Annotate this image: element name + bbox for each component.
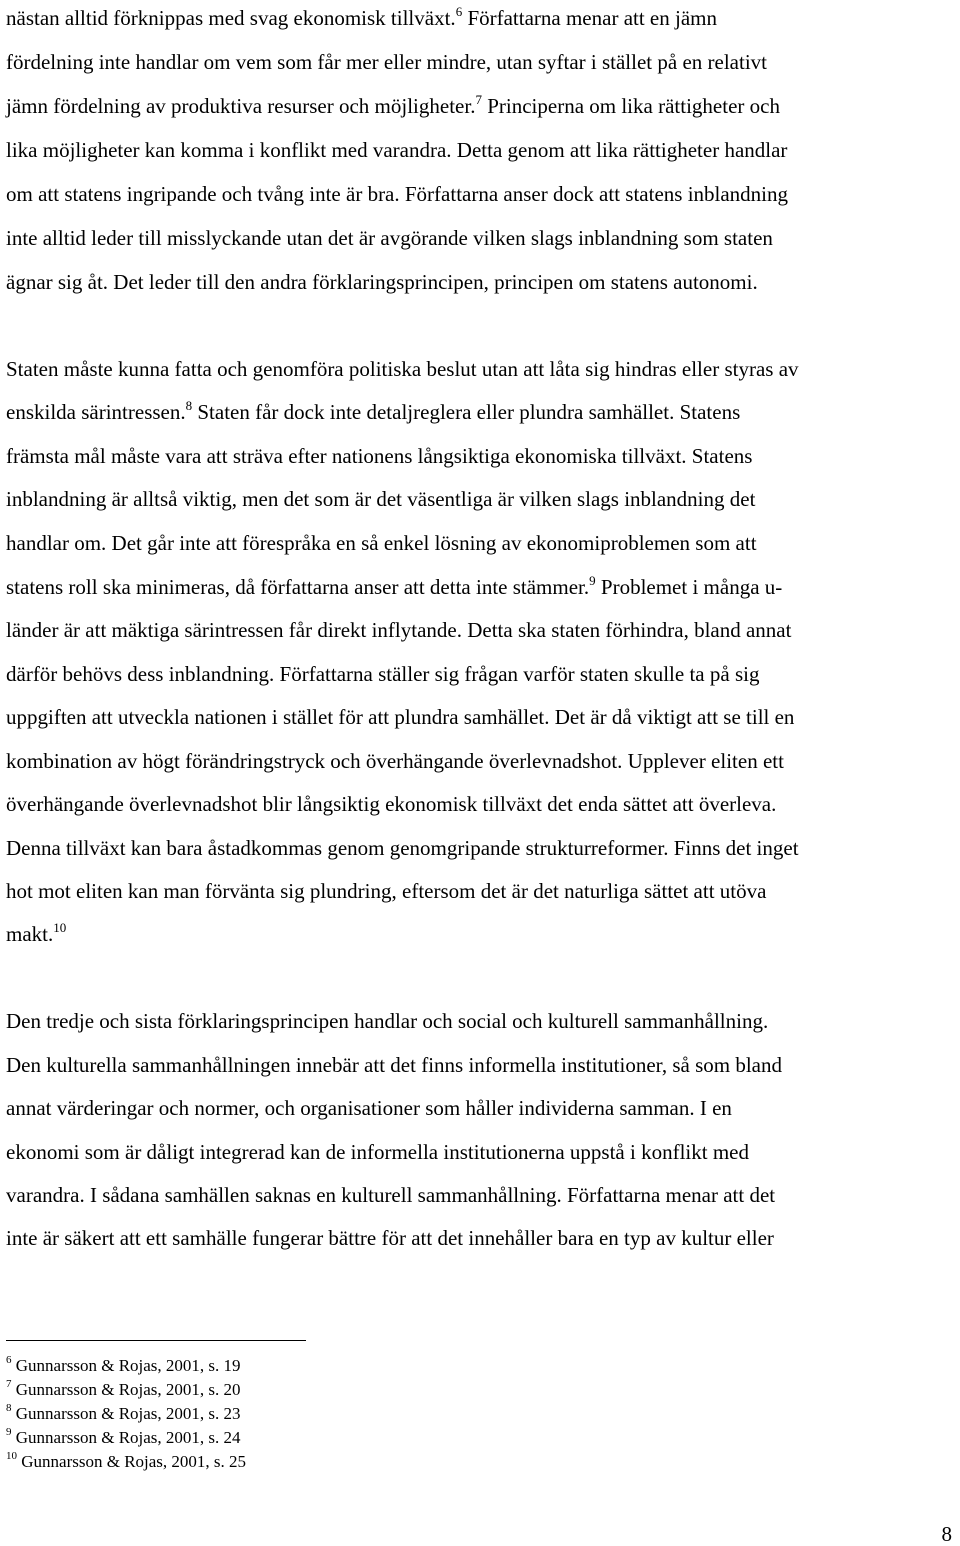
text-line: handlar om. Det går inte att förespråka en så enkel lösning av ekonomiproblemen som att: [6, 531, 757, 555]
footnote: $^6$ Gunnarsson & Rojas, 2001, s. 19: [6, 1353, 241, 1375]
text-line: enskilda särintressen.$^8$ Staten får dock inte detaljreglera eller plundra samhället. Statens: [6, 397, 741, 424]
text-line: främsta mål måste vara att sträva efter nationens långsiktiga ekonomiska tillväxt. Statens: [6, 444, 753, 468]
text-line: Staten måste kunna fatta och genomföra politiska beslut utan att låta sig hindras eller styras av: [6, 357, 799, 381]
text-line: hot mot eliten kan man förvänta sig plundring, eftersom det är det naturliga sättet att utöva: [6, 879, 767, 903]
footnote-separator: [6, 1340, 306, 1341]
text-line: om att statens ingripande och tvång inte är bra. Författarna anser dock att statens inblandning: [6, 182, 789, 206]
text-line: ägnar sig åt. Det leder till den andra förklaringsprincipen, principen om statens autonomi.: [6, 270, 758, 294]
footnote-ref[interactable]: 9: [589, 572, 596, 588]
text-line: varandra. I sådana samhällen saknas en kulturell sammanhållning. Författarna menar att det: [6, 1183, 776, 1207]
text-line: ekonomi som är dåligt integrerad kan de informella institutionerna uppstå i konflikt med: [6, 1140, 749, 1164]
text-line: överhängande överlevnadshot blir långsiktig ekonomisk tillväxt det enda sättet att överleva.: [6, 792, 777, 816]
text-line: statens roll ska minimeras, då författarna anser att detta inte stämmer.$^9$ Problemet i många u-: [6, 572, 783, 599]
text-line: därför behövs dess inblandning. Författarna ställer sig frågan varför staten skulle ta på sig: [6, 662, 760, 686]
text-line: inblandning är alltså viktig, men det som är det väsentliga är vilken slags inblandning det: [6, 487, 756, 511]
text-line: Denna tillväxt kan bara åstadkommas genom genomgripande strukturreformer. Finns det inget: [6, 836, 799, 860]
text-line: länder är att mäktiga särintressen får direkt inflytande. Detta ska staten förhindra, bland annat: [6, 618, 792, 642]
footnote-ref[interactable]: 6: [455, 3, 463, 19]
text-line: Den tredje och sista förklaringsprincipen handlar och social och kulturell sammanhållning.: [6, 1009, 769, 1033]
footnote: $^8$ Gunnarsson & Rojas, 2001, s. 23: [6, 1401, 241, 1423]
footnote: $^9$ Gunnarsson & Rojas, 2001, s. 24: [6, 1425, 241, 1447]
text-line: jämn fördelning av produktiva resurser och möjligheter.$^7$ Principerna om lika rättigheter och: [6, 91, 780, 118]
footnote-ref[interactable]: 10: [53, 919, 67, 935]
text-line: annat värderingar och normer, och organisationer som håller individerna samman. I en: [6, 1096, 732, 1120]
text-line: fördelning inte handlar om vem som får mer eller mindre, utan syftar i stället på en relativt: [6, 50, 767, 74]
text-line: Den kulturella sammanhållningen innebär att det finns informella institutioner, så som bland: [6, 1053, 782, 1077]
footnote: $^{10}$ Gunnarsson & Rojas, 2001, s. 25: [6, 1449, 247, 1471]
text-line: nästan alltid förknippas med svag ekonomisk tillväxt.$^6$ Författarna menar att en jämn: [6, 3, 717, 30]
text-line: inte är säkert att ett samhälle fungerar bättre för att det innehåller bara en typ av kultur eller: [6, 1226, 774, 1250]
text-line: lika möjligheter kan komma i konflikt med varandra. Detta genom att lika rättigheter handlar: [6, 138, 788, 162]
page-number: 8: [941, 1522, 952, 1546]
footnote-ref[interactable]: 7: [475, 91, 482, 107]
footnote: $^7$ Gunnarsson & Rojas, 2001, s. 20: [6, 1377, 241, 1399]
text-line: uppgiften att utveckla nationen i stället för att plundra samhället. Det är då viktigt att se till en: [6, 705, 795, 729]
text-line: kombination av högt förändringstryck och överhängande överlevnadshot. Upplever eliten ett: [6, 749, 784, 773]
text-line: makt.$^{10}$: [6, 919, 67, 946]
text-line: inte alltid leder till misslyckande utan det är avgörande vilken slags inblandning som staten: [6, 226, 773, 250]
footnote-ref[interactable]: 8: [185, 397, 193, 413]
